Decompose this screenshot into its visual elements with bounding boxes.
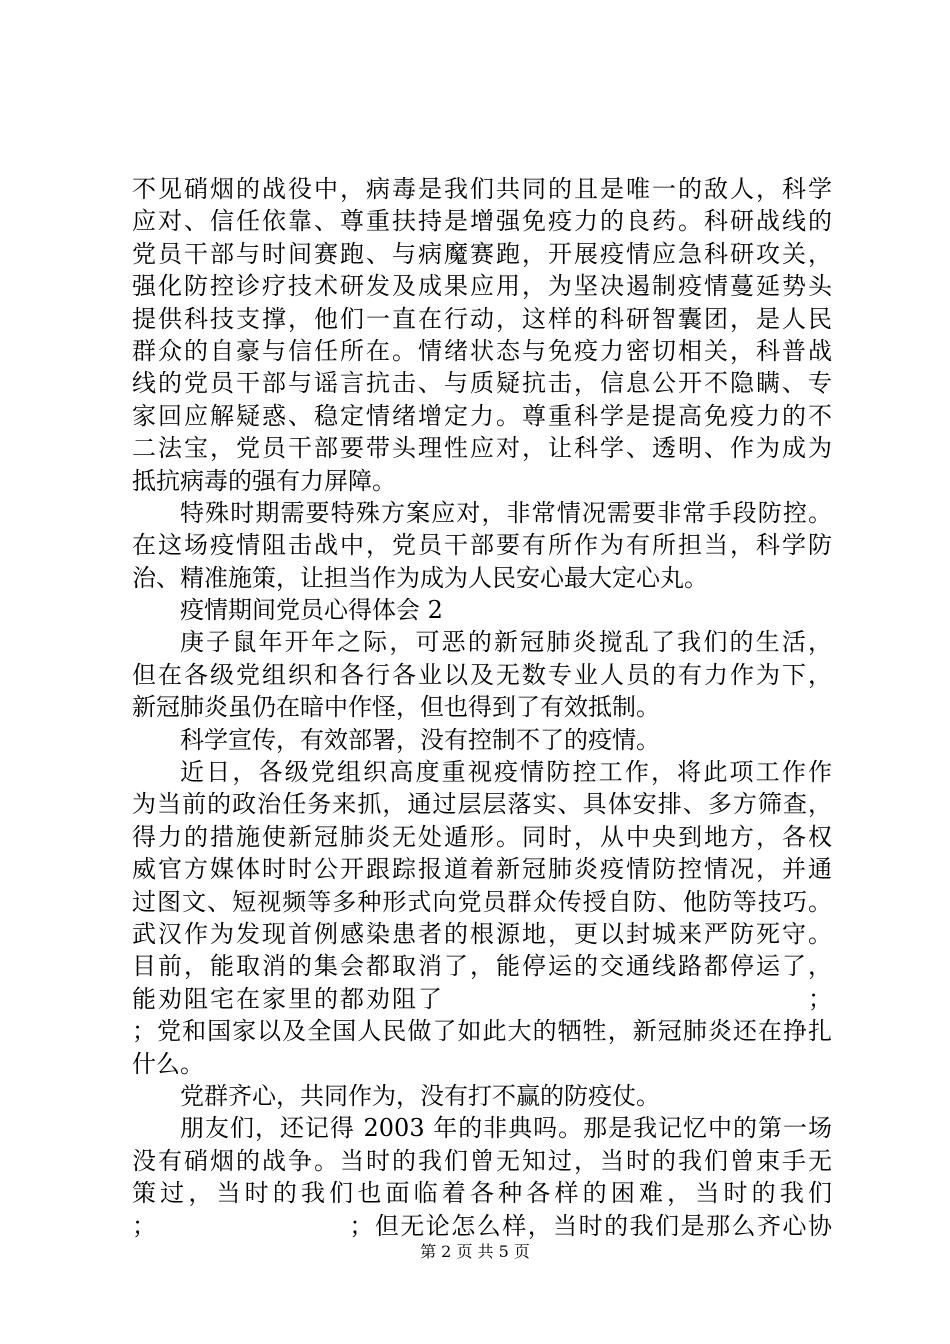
text-line: 没有硝烟的战争。当时的我们曾无知过，当时的我们曾束手无 (132, 1146, 832, 1175)
text-line: 能劝阻宅在家里的都劝阻了 ； (132, 984, 832, 1013)
text-line: 应对、信任依靠、尊重扶持是增强免疫力的良药。科研战线的 (132, 207, 832, 236)
text-line: 治、精准施策，让担当作为成为人民安心最大定心丸。 (132, 563, 708, 592)
text-line: 得力的措施使新冠肺炎无处遁形。同时，从中央到地方，各权 (132, 822, 832, 851)
text-line: ；党和国家以及全国人民做了如此大的牺牲，新冠肺炎还在挣扎 (132, 1017, 832, 1046)
text-line: ； ；但无论怎么样，当时的我们是那么齐心协 (132, 1211, 832, 1240)
text-line: 威官方媒体时时公开跟踪报道着新冠肺炎疫情防控情况，并通 (132, 855, 832, 884)
text-line: 群众的自豪与信任所在。情绪状态与免疫力密切相关，科普战 (132, 336, 832, 365)
text-line: 什么。 (132, 1049, 204, 1078)
text-line: 朋友们，还记得 2003 年的非典吗。那是我记忆中的第一场 (180, 1114, 832, 1143)
text-line: 线的党员干部与谣言抗击、与质疑抗击，信息公开不隐瞒、专 (132, 369, 832, 398)
text-line: 近日，各级党组织高度重视疫情防控工作，将此项工作作 (180, 758, 832, 787)
text-line: 特殊时期需要特殊方案应对，非常情况需要非常手段防控。 (180, 498, 832, 527)
text-line: 疫情期间党员心得体会 2 (180, 596, 443, 625)
text-line: 党员干部与时间赛跑、与病魔赛跑，开展疫情应急科研攻关， (132, 239, 832, 268)
document-body (132, 173, 832, 1242)
text-line: 目前，能取消的集会都取消了，能停运的交通线路都停运了， (132, 952, 832, 981)
text-line: 武汉作为发现首例感染患者的根源地，更以封城来严防死守。 (132, 919, 832, 948)
text-line: 不见硝烟的战役中，病毒是我们共同的且是唯一的敌人，科学 (132, 175, 832, 203)
text-line: 在这场疫情阻击战中，党员干部要有所作为有所担当，科学防 (132, 531, 832, 560)
text-line: 新冠肺炎虽仍在暗中作怪，但也得到了有效抵制。 (132, 693, 660, 722)
text-line: 策过，当时的我们也面临着各种各样的困难，当时的我们 (132, 1179, 832, 1208)
text-line: 庚子鼠年开年之际，可恶的新冠肺炎搅乱了我们的生活， (180, 628, 832, 657)
text-line: 过图文、短视频等多种形式向党员群众传授自防、他防等技巧。 (132, 887, 832, 916)
text-line: 家回应解疑惑、稳定情绪增定力。尊重科学是提高免疫力的不 (132, 401, 832, 430)
text-line: 二法宝，党员干部要带头理性应对，让科学、透明、作为成为 (132, 434, 832, 463)
text-line: 强化防控诊疗技术研发及成果应用，为坚决遏制疫情蔓延势头 (132, 272, 832, 301)
text-line: 提供科技支撑，他们一直在行动，这样的科研智囊团，是人民 (132, 304, 832, 333)
text-line: 但在各级党组织和各行各业以及无数专业人员的有力作为下， (132, 660, 832, 689)
page-footer: 第 2 页 共 5 页 (420, 1242, 530, 1261)
text-line: 抵抗病毒的强有力屏障。 (132, 466, 396, 495)
text-line: 为当前的政治任务来抓，通过层层落实、具体安排、多方筛查， (132, 790, 832, 819)
text-line: 党群齐心，共同作为，没有打不赢的防疫仗。 (180, 1081, 660, 1110)
text-line: 科学宣传，有效部署，没有控制不了的疫情。 (180, 725, 660, 754)
